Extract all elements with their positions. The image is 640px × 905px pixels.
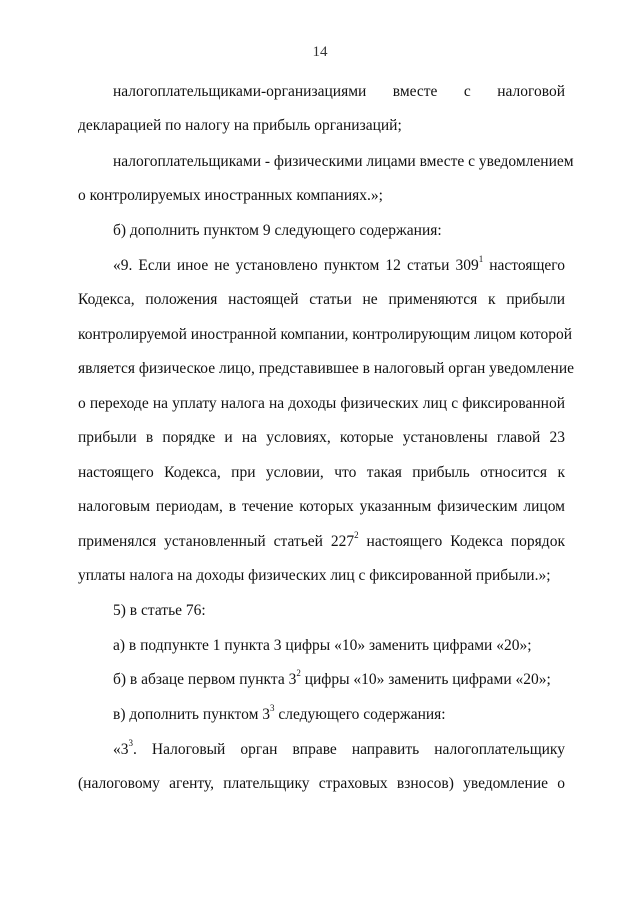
superscript: 2 <box>354 529 359 540</box>
text-line: налогоплательщиками-организациями вместе с налоговой <box>113 83 565 100</box>
text-line: «9. Если иное не установлено пунктом 12 статьи $309^1$ настоящего <box>113 253 565 274</box>
text-line: о контролируемых иностранных компаниях.»; <box>78 187 383 204</box>
text-line: б) дополнить пунктом 9 следующего содержания: <box>113 222 442 239</box>
superscript: 3 <box>128 737 133 748</box>
text-line: 5) в статье 76: <box>113 602 206 619</box>
text-line: (налоговому агенту, плательщику страховых взносов) уведомление о <box>78 775 565 792</box>
text-line: в) дополнить пунктом $3^3$ следующего содержания: <box>113 702 446 723</box>
text-line: прибыли в порядке и на условиях, которые установлены главой 23 <box>78 429 565 446</box>
text-line: о переходе на уплату налога на доходы физических лиц с фиксированной <box>78 395 565 412</box>
text-line: настоящего Кодекса, при условии, что такая прибыль относится к <box>78 464 565 481</box>
text-line: Кодекса, положения настоящей статьи не применяются к прибыли <box>78 291 565 308</box>
page-number: 14 <box>312 44 328 60</box>
superscript: 1 <box>478 253 484 264</box>
text-line: применялся установленный статьей $227^2$ настоящего Кодекса порядок <box>78 529 565 550</box>
superscript: 3 <box>270 702 275 713</box>
superscript: 2 <box>296 667 301 678</box>
text-line: а) в подпункте 1 пункта 3 цифры «10» заменить цифрами «20»; <box>113 637 532 654</box>
text-line: налогоплательщиками - физическими лицами вместе с уведомлением <box>113 153 574 170</box>
text-line: налоговым периодам, в течение которых указанным физическим лицом <box>78 498 565 515</box>
text-line: уплаты налога на доходы физических лиц с фиксированной прибыли.»; <box>78 567 551 584</box>
text-line: «$3^3$. Налоговый орган вправе направить налогоплательщику <box>113 737 565 758</box>
text-line: б) в абзаце первом пункта $3^2$ цифры «10» заменить цифрами «20»; <box>113 667 551 688</box>
text-line: является физическое лицо, представившее в налоговый орган уведомление <box>78 360 575 377</box>
text-line: декларацией по налогу на прибыль организаций; <box>78 117 402 134</box>
text-line: контролируемой иностранной компании, контролирующим лицом которой <box>78 326 573 343</box>
